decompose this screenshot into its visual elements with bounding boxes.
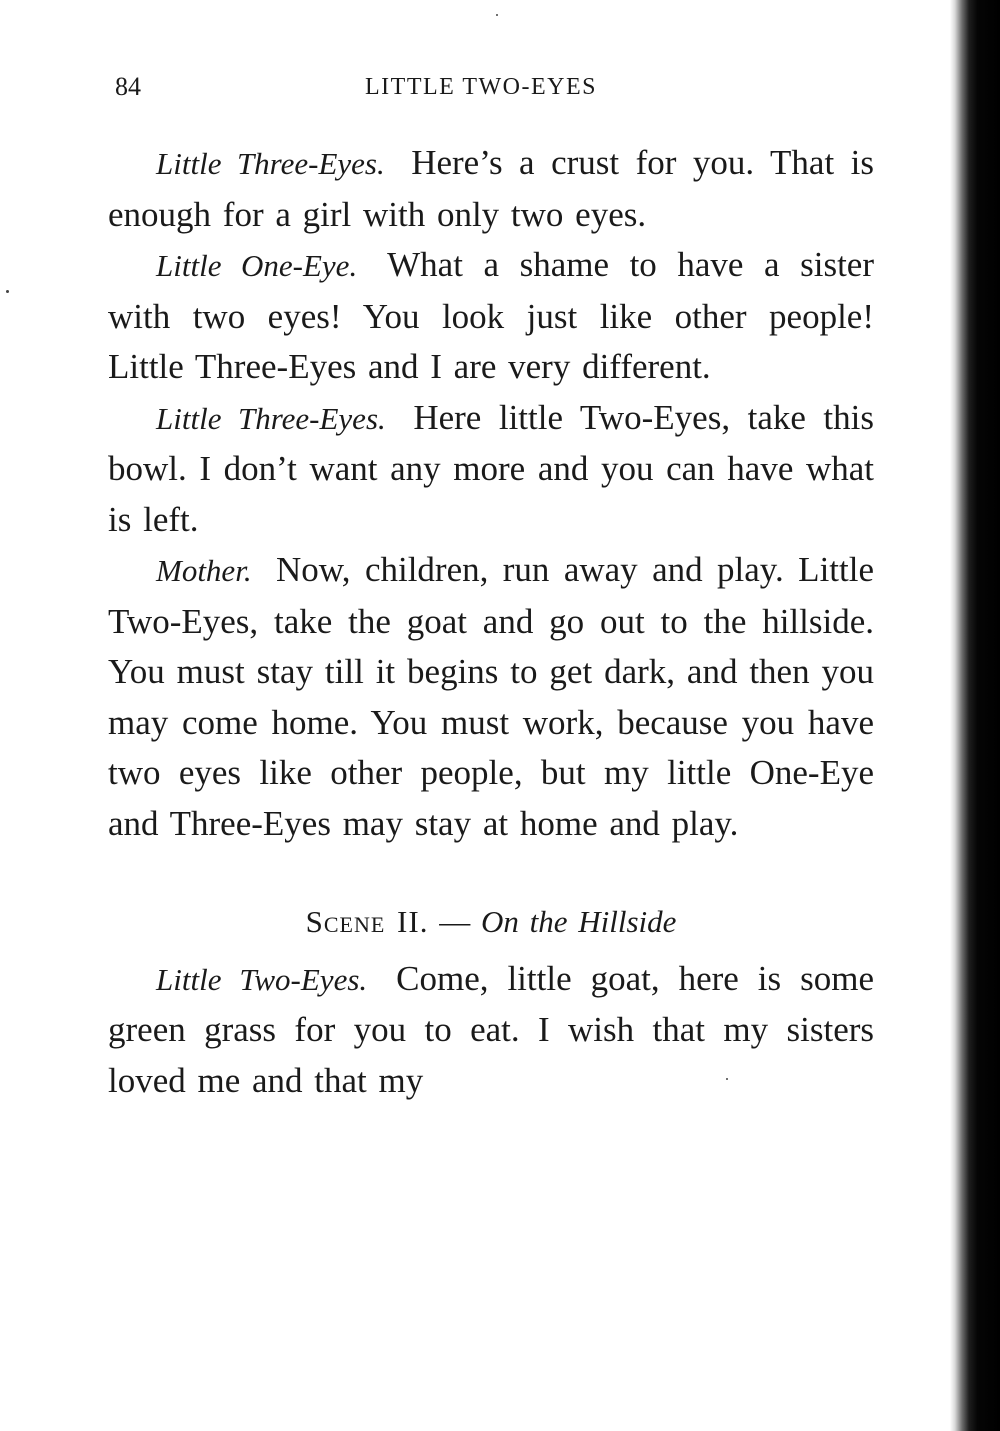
dialogue-paragraph — [108, 393, 874, 546]
dialogue-text: Now, children, run away and play. Little Two-Eyes, take the goat and go out to the hillside. You must stay till it begins to get dark, and then you may come home. You must work, because you have two eyes like other people, but my little One-Eye and Three-Eyes may stay at home and play. — [108, 550, 874, 843]
running-head: LITTLE TWO-EYES — [365, 74, 597, 100]
dialogue-paragraph — [108, 545, 874, 849]
speaker-name: Little Two-Eyes. — [156, 961, 368, 997]
dialogue-paragraph — [108, 240, 874, 393]
scene-place: On the Hillside — [480, 904, 677, 939]
page-number: 84 — [115, 72, 141, 101]
binding-edge — [950, 0, 1000, 1431]
scene-separator: — — [428, 904, 481, 939]
dialogue-text: Here’s a crust for you. That is enough for a girl with only two eyes. — [108, 143, 875, 234]
dialogue-text: Come, little goat, here is some green grass for you to eat. I wish that my sisters loved me and that my — [108, 958, 874, 1100]
speaker-name: Little One-Eye. — [156, 248, 358, 283]
scan-speck — [6, 290, 9, 293]
body-text — [108, 138, 874, 1106]
page-header — [115, 72, 875, 112]
scan-speck — [496, 14, 498, 16]
dialogue-paragraph — [108, 138, 874, 240]
scan-speck — [726, 1078, 728, 1080]
scene-heading — [108, 897, 874, 948]
dialogue-text: What a shame to have a sister with two eyes! You look just like other people! Little Three-Eyes and I are very different. — [108, 245, 874, 386]
dialogue-paragraph — [108, 954, 874, 1107]
speaker-name: Mother. — [156, 553, 252, 588]
dialogue-text: Here little Two-Eyes, take this bowl. I don’t want any more and you can have what is left. — [108, 397, 875, 539]
speaker-name: Little Three-Eyes. — [156, 146, 385, 181]
scene-label: Scene II. — [305, 904, 429, 939]
speaker-name: Little Three-Eyes. — [156, 400, 386, 436]
